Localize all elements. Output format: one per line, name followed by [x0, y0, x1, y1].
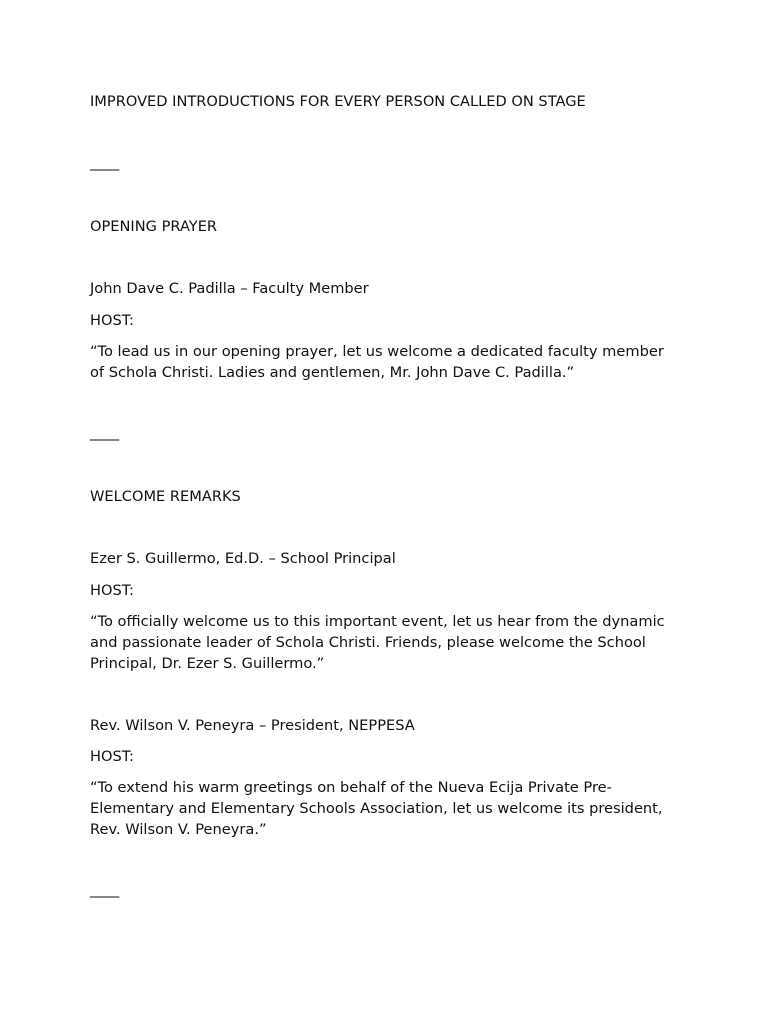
host-label: HOST:: [90, 582, 134, 599]
host-label: HOST:: [90, 748, 134, 765]
section-heading-welcome-remarks: WELCOME REMARKS: [90, 488, 241, 505]
speaker-name: Rev. Wilson V. Peneyra – President, NEPPESA: [90, 717, 415, 734]
separator: ____: [90, 424, 120, 441]
host-script: “To lead us in our opening prayer, let us welcome a dedicated faculty member of Schola Christi. Ladies and gentlemen, Mr. John Dave C. Padilla.”: [90, 343, 664, 381]
speaker-name: John Dave C. Padilla – Faculty Member: [90, 280, 369, 297]
host-script: “To extend his warm greetings on behalf of the Nueva Ecija Private Pre-Elementary and Elementary Schools Association, let us welcome its president, Rev. Wilson V. Peneyra.”: [90, 779, 663, 838]
separator: ____: [90, 881, 120, 898]
host-label: HOST:: [90, 312, 134, 329]
separator: ____: [90, 154, 120, 171]
speaker-name: Ezer S. Guillermo, Ed.D. – School Principal: [90, 550, 396, 567]
host-script: “To officially welcome us to this important event, let us hear from the dynamic and passionate leader of Schola Christi. Friends, please welcome the School Principal, Dr. Ezer S. Guillermo.”: [90, 613, 665, 672]
document-title: IMPROVED INTRODUCTIONS FOR EVERY PERSON CALLED ON STAGE: [90, 93, 586, 110]
section-heading-opening-prayer: OPENING PRAYER: [90, 218, 218, 235]
